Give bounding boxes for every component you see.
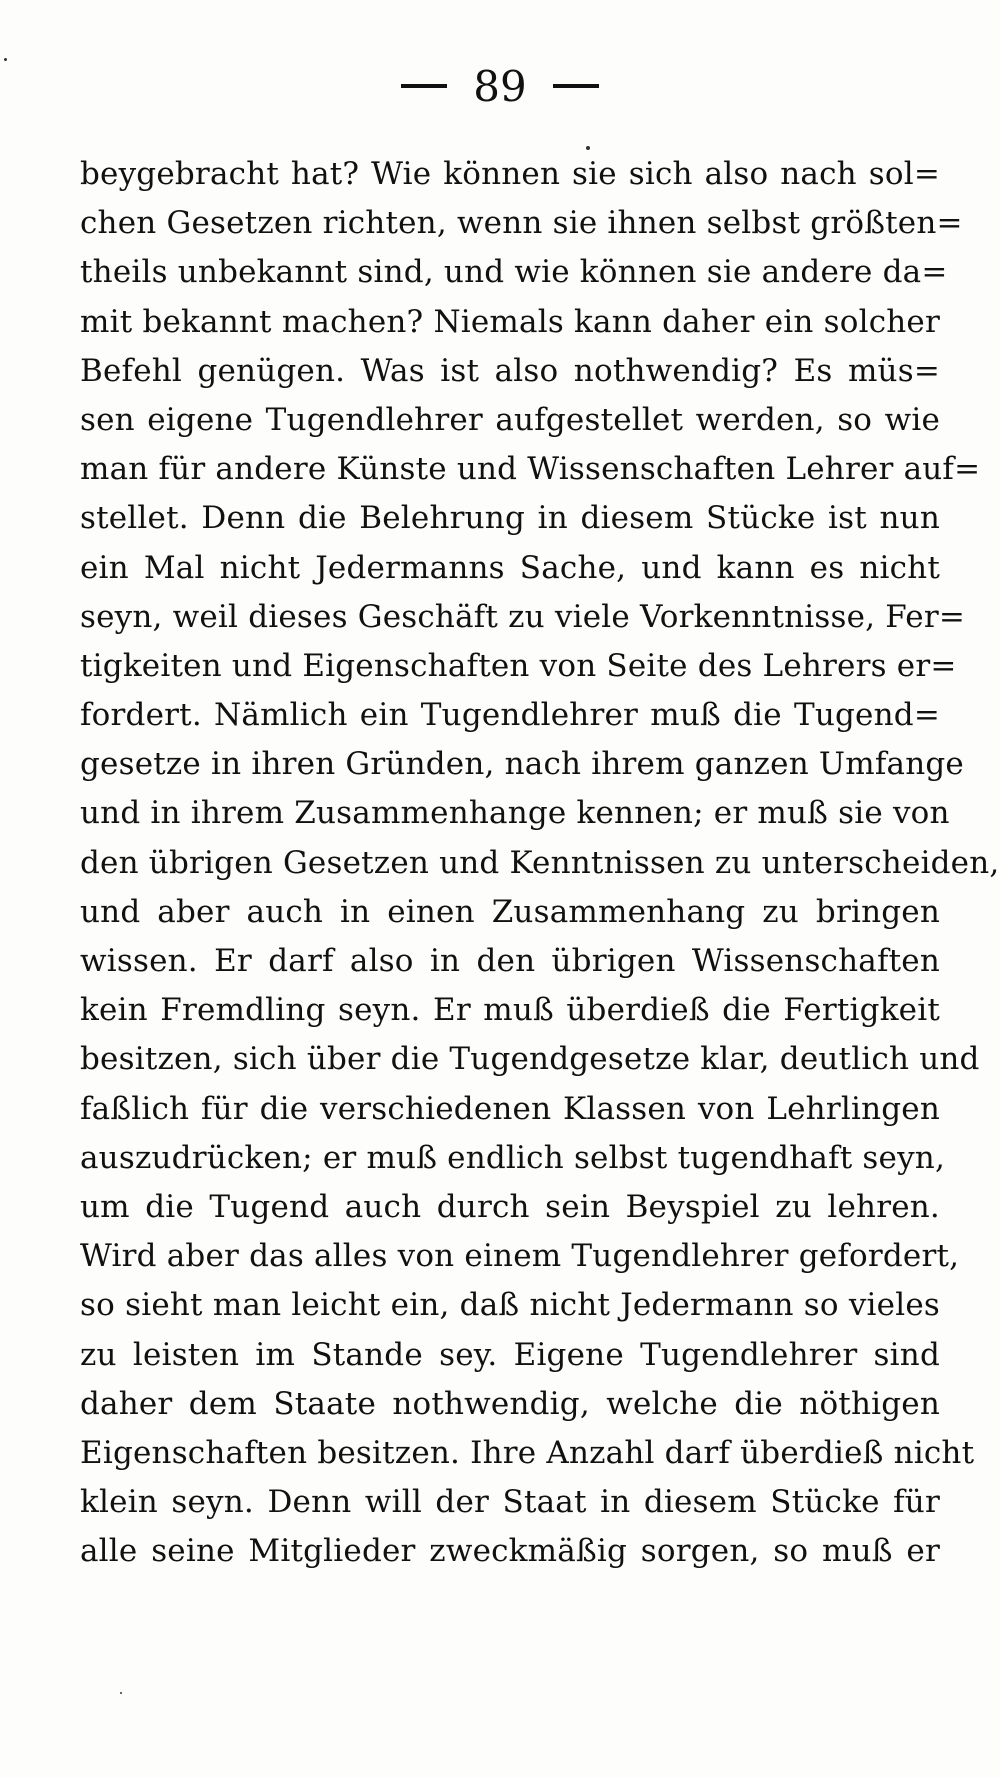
text-line: wissen. Er darf also in den übrigen Wissenschaften (80, 943, 940, 979)
text-line: besitzen, sich über die Tugendgesetze klar, deutlich und (80, 1041, 980, 1078)
text-line: theils unbekannt sind, und wie können sie andere da= (80, 254, 948, 291)
text-line: mit bekannt machen? Niemals kann daher ein solcher (80, 303, 940, 340)
text-line: Befehl genügen. Was ist also nothwendig? Es müs= (80, 352, 940, 389)
text-line: klein seyn. Denn will der Staat in diesem Stücke für (80, 1484, 940, 1521)
text-line: seyn, weil dieses Geschäft zu viele Vorkenntnisse, Fer= (80, 598, 966, 635)
text-line: fordert. Nämlich ein Tugendlehrer muß die Tugend= (80, 697, 940, 734)
text-line: daher dem Staate nothwendig, welche die nöthigen (80, 1385, 940, 1422)
text-line: stellet. Denn die Belehrung in diesem Stücke ist nun (80, 500, 940, 537)
page-number: 89 (473, 62, 527, 111)
text-line: zu leisten im Stande sey. Eigene Tugendlehrer sind (80, 1336, 940, 1373)
text-line: gesetze in ihren Gründen, nach ihrem ganzen Umfange (80, 746, 964, 783)
text-line: und aber auch in einen Zusammenhang zu bringen (80, 893, 940, 930)
paper-speck (586, 146, 590, 150)
text-line: Wird aber das alles von einem Tugendlehrer gefordert, (80, 1238, 960, 1275)
text-line: tigkeiten und Eigenschaften von Seite des Lehrers er= (80, 647, 957, 684)
text-line: den übrigen Gesetzen und Kenntnissen zu unterscheiden, (80, 844, 1000, 881)
text-line: man für andere Künste und Wissenschaften Lehrer auf= (80, 451, 981, 488)
text-line: sen eigene Tugendlehrer aufgestellet werden, so wie (80, 401, 940, 438)
text-line: faßlich für die verschiedenen Klassen von Lehrlingen (80, 1090, 940, 1127)
text-line: Eigenschaften besitzen. Ihre Anzahl darf überdieß nicht (80, 1434, 975, 1471)
page-header (0, 62, 1000, 122)
text-line: ein Mal nicht Jedermanns Sache, und kann es nicht (80, 549, 940, 586)
text-line: kein Fremdling seyn. Er muß überdieß die Fertigkeit (80, 992, 940, 1029)
text-line: und in ihrem Zusammenhange kennen; er muß sie von (80, 795, 950, 832)
text-line: alle seine Mitglieder zweckmäßig sorgen, so muß er (80, 1533, 940, 1570)
text-line: so sieht man leicht ein, daß nicht Jedermann so vieles (80, 1287, 940, 1324)
header-dash-left (401, 84, 447, 88)
paper-speck (4, 58, 7, 61)
paper-speck (120, 1692, 122, 1694)
text-line: um die Tugend auch durch sein Beyspiel zu lehren. (80, 1188, 940, 1225)
body-text (80, 150, 1000, 1576)
text-line: chen Gesetzen richten, wenn sie ihnen selbst größten= (80, 205, 963, 242)
text-line: auszudrücken; er muß endlich selbst tugendhaft seyn, (80, 1139, 946, 1176)
header-dash-right (553, 84, 599, 88)
text-line: beygebracht hat? Wie können sie sich also nach sol= (80, 156, 940, 192)
